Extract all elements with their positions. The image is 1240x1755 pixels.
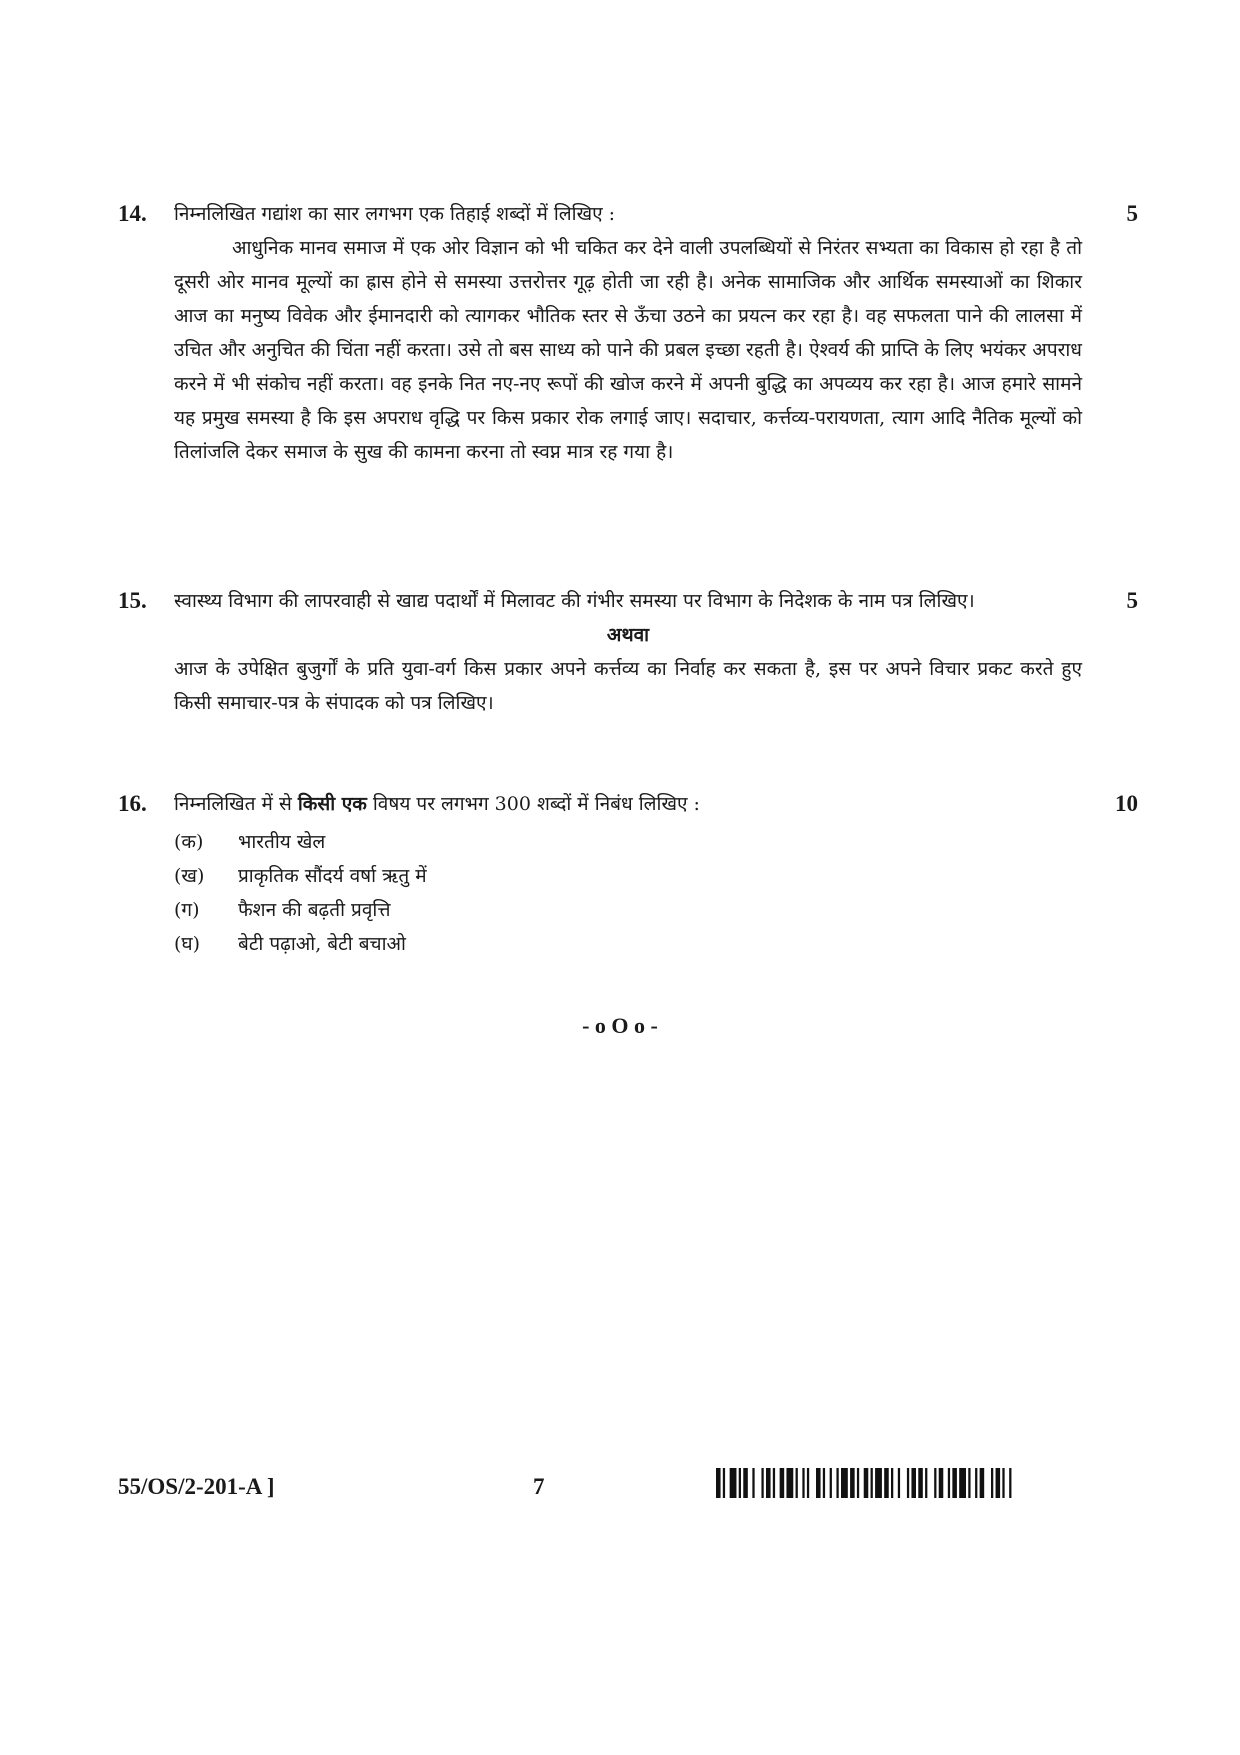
option-a-text: स्वास्थ्य विभाग की लापरवाही से खाद्य पदार्थों में मिलावट की गंभीर समस्या पर विभाग के निदेशक के नाम पत्र लिखिए। [174, 590, 975, 612]
passage-text: आधुनिक मानव समाज में एक ओर विज्ञान को भी चकित कर देने वाली उपलब्धियों से निरंतर सभ्यता का विकास हो रहा है तो दूसरी ओर मानव मूल्यों का ह्रास होने से समस्या उत्तरोत्तर गूढ़ होती जा रही है। अनेक सामाजिक और आर्थिक समस्याओं का शिकार आज का मनुष्य विवेक और ईमानदारी को त्यागकर भौतिक स्तर से ऊँचा उठने का प्रयत्न कर रहा है। वह सफलता पाने की लालसा में उचित और अनुचित की चिंता नहीं करता। उसे तो बस साध्य को पाने की प्रबल इच्छा रहती है। ऐश्वर्य की प्राप्ति के लिए भयंकर अपराध करने में भी संकोच नहीं करता। वह इनके नित नए-नए रूपों की खोज करने में अपनी बुद्धि का अपव्यय कर रहा है। आज हमारे सामने यह प्रमुख समस्या है कि इस अपराध वृद्धि पर किस प्रकार रोक लगाई जाए। सदाचार, कर्त्तव्य-परायणता, त्याग आदि नैतिक मूल्यों को तिलांजलि देकर समाज के सुख की कामना करना तो स्वप्न मात्र रह गया है। [174, 237, 1082, 463]
option-text: बेटी पढ़ाओ, बेटी बचाओ [238, 933, 406, 955]
question-body [174, 787, 1082, 961]
list-item [174, 825, 1082, 859]
option-label: (क) [174, 831, 204, 853]
question-prompt [174, 787, 1082, 821]
option-text: भारतीय खेल [238, 831, 326, 853]
barcode-icon [716, 1468, 1016, 1498]
option-b-text: आज के उपेक्षित बुजुर्गों के प्रति युवा-वर्ग किस प्रकार अपने कर्त्तव्य का निर्वाह कर सकता है, इस पर अपने विचार प्रकट करते हुए किसी समाचार-पत्र के संपादक को पत्र लिखिए। [174, 658, 1082, 714]
question-marks: 5 [1126, 201, 1138, 226]
list-item [174, 893, 1082, 927]
end-of-paper-mark: - o O o - [582, 1013, 658, 1038]
page-number: 7 [533, 1474, 545, 1499]
prompt-emphasis: किसी एक [297, 793, 367, 815]
question-body [174, 197, 1082, 469]
question-16 [118, 787, 1138, 961]
essay-topic-list [174, 825, 1082, 961]
question-number: 16. [118, 791, 147, 816]
question-marks: 5 [1126, 588, 1138, 613]
question-prompt: निम्नलिखित गद्यांश का सार लगभग एक तिहाई शब्दों में लिखिए : [174, 203, 616, 225]
question-marks: 10 [1115, 791, 1138, 816]
or-heading: अथवा [606, 624, 650, 646]
prompt-before: निम्नलिखित में से [174, 793, 298, 815]
option-label: (ग) [174, 899, 200, 921]
option-label: (घ) [174, 933, 201, 955]
prompt-after: विषय पर लगभग 300 शब्दों में निबंध लिखिए : [366, 793, 700, 815]
question-14 [118, 197, 1138, 469]
option-text: प्राकृतिक सौंदर्य वर्षा ऋतु में [238, 865, 427, 887]
question-body [174, 584, 1082, 720]
question-number: 14. [118, 201, 147, 226]
list-item [174, 927, 1082, 961]
list-item [174, 859, 1082, 893]
question-number: 15. [118, 588, 147, 613]
option-text: फैशन की बढ़ती प्रवृत्ति [238, 899, 391, 921]
question-15 [118, 584, 1138, 720]
option-label: (ख) [174, 865, 205, 887]
paper-code: 55/OS/2-201-A ] [118, 1474, 275, 1499]
